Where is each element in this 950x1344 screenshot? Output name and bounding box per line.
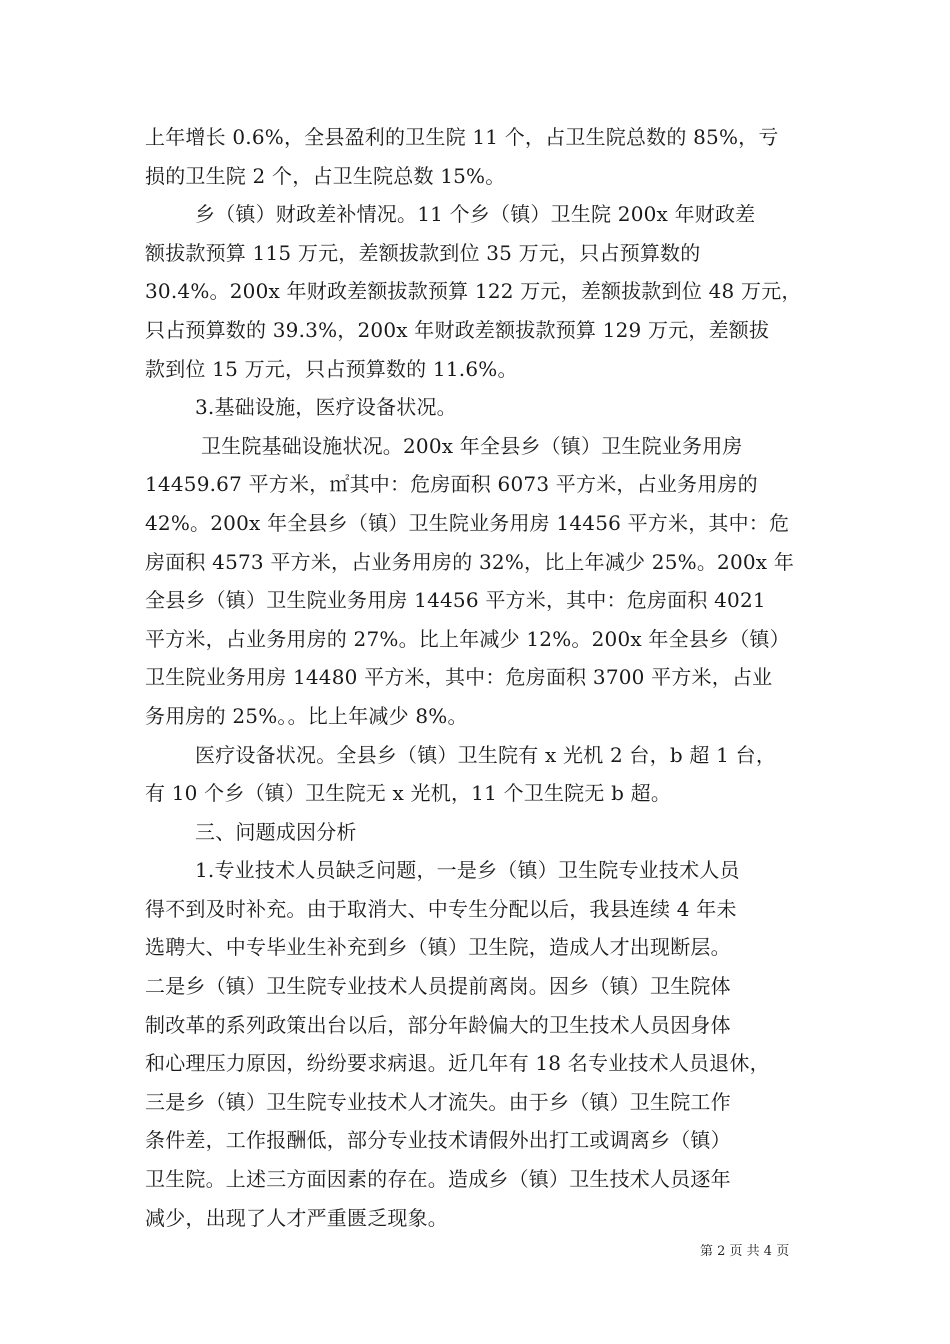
text-line: 得不到及时补充。由于取消大、中专生分配以后，我县连续 4 年未 <box>145 896 737 921</box>
page-number: 第 2 页 共 4 页 <box>700 1244 790 1259</box>
text-line: 只占预算数的 39.3%，200x 年财政差额拔款预算 129 万元，差额拔 <box>145 317 770 342</box>
text-line: 制改革的系列政策出台以后，部分年龄偏大的卫生技术人员因身体 <box>145 1012 731 1037</box>
text-line: 有 10 个乡（镇）卫生院无 x 光机，11 个卫生院无 b 超。 <box>145 781 672 806</box>
text-line: 全县乡（镇）卫生院业务用房 14456 平方米，其中：危房面积 4021 <box>145 588 766 613</box>
text-line: 款到位 15 万元，只占预算数的 11.6%。 <box>145 356 518 381</box>
section-heading: 三、问题成因分析 <box>195 819 357 844</box>
text-line: 三是乡（镇）卫生院专业技术人才流失。由于乡（镇）卫生院工作 <box>145 1089 731 1114</box>
text-line: 损的卫生院 2 个，占卫生院总数 15%。 <box>145 163 506 188</box>
text-line: 选聘大、中专毕业生补充到乡（镇）卫生院，造成人才出现断层。 <box>145 935 731 960</box>
text-line: 卫生院。上述三方面因素的存在。造成乡（镇）卫生技术人员逐年 <box>145 1167 731 1192</box>
text-line: 平方米，占业务用房的 27%。比上年减少 12%。200x 年全县乡（镇） <box>145 626 790 651</box>
text-line: 和心理压力原因，纷纷要求病退。近几年有 18 名专业技术人员退休， <box>145 1051 770 1076</box>
paragraph-start: 医疗设备状况。全县乡（镇）卫生院有 x 光机 2 台，b 超 1 台， <box>195 742 777 767</box>
text-line: 上年增长 0.6%，全县盈利的卫生院 11 个，占卫生院总数的 85%，亏 <box>145 125 779 149</box>
text-line: 减少，出现了人才严重匮乏现象。 <box>145 1205 448 1230</box>
section-heading: 3.基础设施，医疗设备状况。 <box>195 395 457 420</box>
text-line: 务用房的 25%。。比上年减少 8%。 <box>145 703 468 728</box>
text-line: 条件差，工作报酬低，部分专业技术请假外出打工或调离乡（镇） <box>145 1128 731 1153</box>
text-line: 额拔款预算 115 万元，差额拔款到位 35 万元，只占预算数的 <box>145 240 701 265</box>
text-line: 42%。200x 年全县乡（镇）卫生院业务用房 14456 平方米，其中：危 <box>145 510 790 535</box>
paragraph-start: 1.专业技术人员缺乏问题，一是乡（镇）卫生院专业技术人员 <box>195 858 740 883</box>
text-line: 二是乡（镇）卫生院专业技术人员提前离岗。因乡（镇）卫生院体 <box>145 974 731 999</box>
text-line: 14459.67 平方米，㎡其中：危房面积 6073 平方米，占业务用房的 <box>145 472 758 497</box>
text-line: 30.4%。200x 年财政差额拔款预算 122 万元，差额拔款到位 48 万元， <box>145 279 802 304</box>
text-line: 房面积 4573 平方米，占业务用房的 32%，比上年减少 25%。200x 年 <box>145 549 795 574</box>
text-line: 卫生院业务用房 14480 平方米，其中：危房面积 3700 平方米，占业 <box>145 665 773 690</box>
paragraph-start: 卫生院基础设施状况。200x 年全县乡（镇）卫生院业务用房 <box>201 433 743 458</box>
document-body <box>145 118 835 1237</box>
paragraph-start: 乡（镇）财政差补情况。11 个乡（镇）卫生院 200x 年财政差 <box>195 202 756 227</box>
